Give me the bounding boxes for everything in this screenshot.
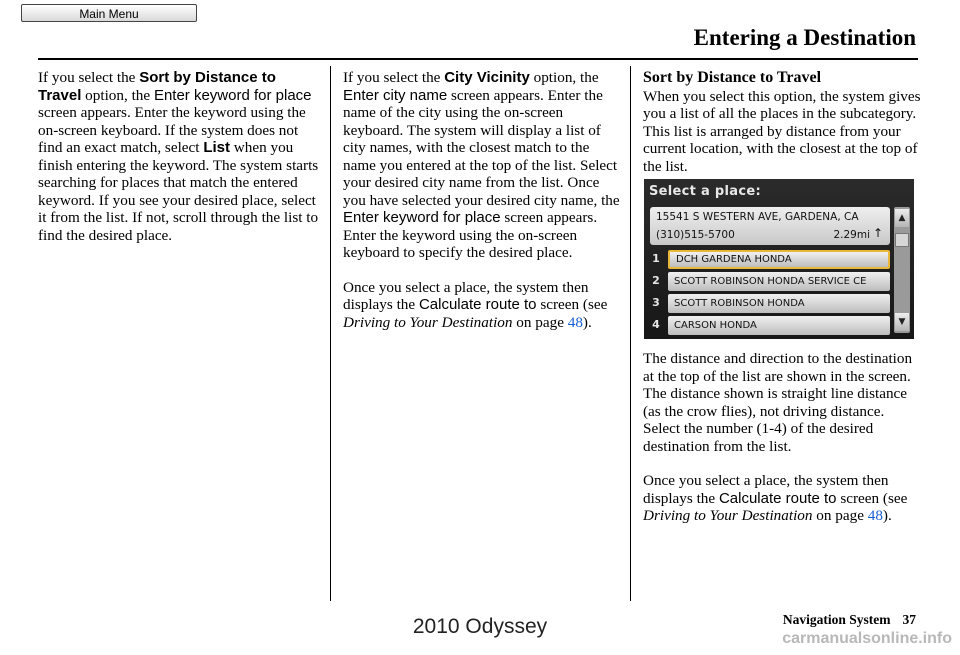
nav-screen-address: 15541 S WESTERN AVE, GARDENA, CA [656,211,859,223]
place-button: SCOTT ROBINSON HONDA [668,294,890,313]
column-3 [643,69,923,175]
list-item-number: 2 [652,274,660,287]
nav-screen-place-list [650,249,890,337]
place-button: DCH GARDENA HONDA [668,250,890,269]
column-3-lower [643,350,923,525]
scroll-down-icon: ▼ [895,313,909,331]
place-button: CARSON HONDA [668,316,890,335]
place-button: SCOTT ROBINSON HONDA SERVICE CE [668,272,890,291]
col2-paragraph-1: If you select the City Vicinity option, the Enter city name screen appears. Enter the name of the city using the on-screen keyboard. The system will display a list of city names, with the closest match to the name you entered at the top of the list. Select your desired city name from the list. Once you have selected your desired city name, the Enter keyword for place screen appears. Enter the keyword using the on-screen keyboard to specify the desired place. [343,69,620,261]
model-watermark: 2010 Odyssey [412,615,548,638]
site-watermark: carmanualsonline.info [782,630,952,647]
screen-name-enter-city: Enter city name [343,86,448,104]
page-title: Entering a Destination [693,25,916,50]
title-rule [38,58,918,60]
screen-name-calculate-route: Calculate route to [718,489,837,507]
col3-paragraph-2: The distance and direction to the destination at the top of the list are shown in the screen. The distance shown is straight line distance (as the crow flies), not driving distance. Select the number (1-4) of the desired destination from the list. [643,350,913,455]
list-item-number: 1 [652,252,660,265]
button-name-list: List [203,139,230,156]
list-item-number: 4 [652,318,660,331]
column-divider-2 [630,66,631,601]
screen-name-calculate-route: Calculate route to [418,296,537,313]
list-item-number: 3 [652,296,660,309]
nav-screen-destination-info [650,207,890,245]
navigation-screen-image [644,179,914,339]
scroll-thumb [895,233,909,247]
nav-screen-title: Select a place: [649,184,761,199]
nav-screen-distance: 2.29mi [833,229,870,241]
option-sort-by-distance: Sort by Distance to Travel [38,69,276,104]
main-menu-button[interactable]: Main Menu [21,4,197,22]
list-item [650,293,890,315]
list-item [650,271,890,293]
col2-paragraph-2: Once you select a place, the system then displays the Calculate route to screen (see Driving to Your Destination on page 48). [343,278,608,331]
screen-name-enter-keyword: Enter keyword for place [343,209,501,226]
page-link-48[interactable]: 48 [867,507,883,524]
scroll-up-icon: ▲ [895,209,909,227]
page-link-48[interactable]: 48 [567,313,583,331]
section-heading: Sort by Distance to Travel [643,69,822,86]
footer-section-name: Navigation System [782,612,891,627]
column-divider-1 [330,66,331,601]
page-number: 37 [902,612,916,627]
screen-name-enter-keyword: Enter keyword for place [153,86,312,104]
direction-arrow-icon: ↑ [872,226,883,240]
col3-paragraph-1: When you select this option, the system gives you a list of all the places in the subcategory. This list is arranged by distance from your current location, with the closest at the top of the list. [643,87,921,175]
list-item [650,249,890,271]
col1-paragraph: If you select the Sort by Distance to Travel option, the Enter keyword for place screen appears. Enter the keyword using the on-screen keyboard. If the system does not find an exact match, select List when you finish entering the keyword. The system starts searching for places that match the entered keyword. If you see your desired place, select it from the list. If not, scroll through the list to find the desired place. [38,69,319,244]
column-2 [343,69,623,331]
list-item [650,315,890,337]
nav-screen-phone: (310)515-5700 [656,229,735,241]
nav-screen-scrollbar [894,207,910,333]
column-1 [38,69,320,244]
col3-paragraph-3: Once you select a place, the system then displays the Calculate route to screen (see Driving to Your Destination on page 48). [643,472,908,524]
option-city-vicinity: City Vicinity [444,69,530,86]
